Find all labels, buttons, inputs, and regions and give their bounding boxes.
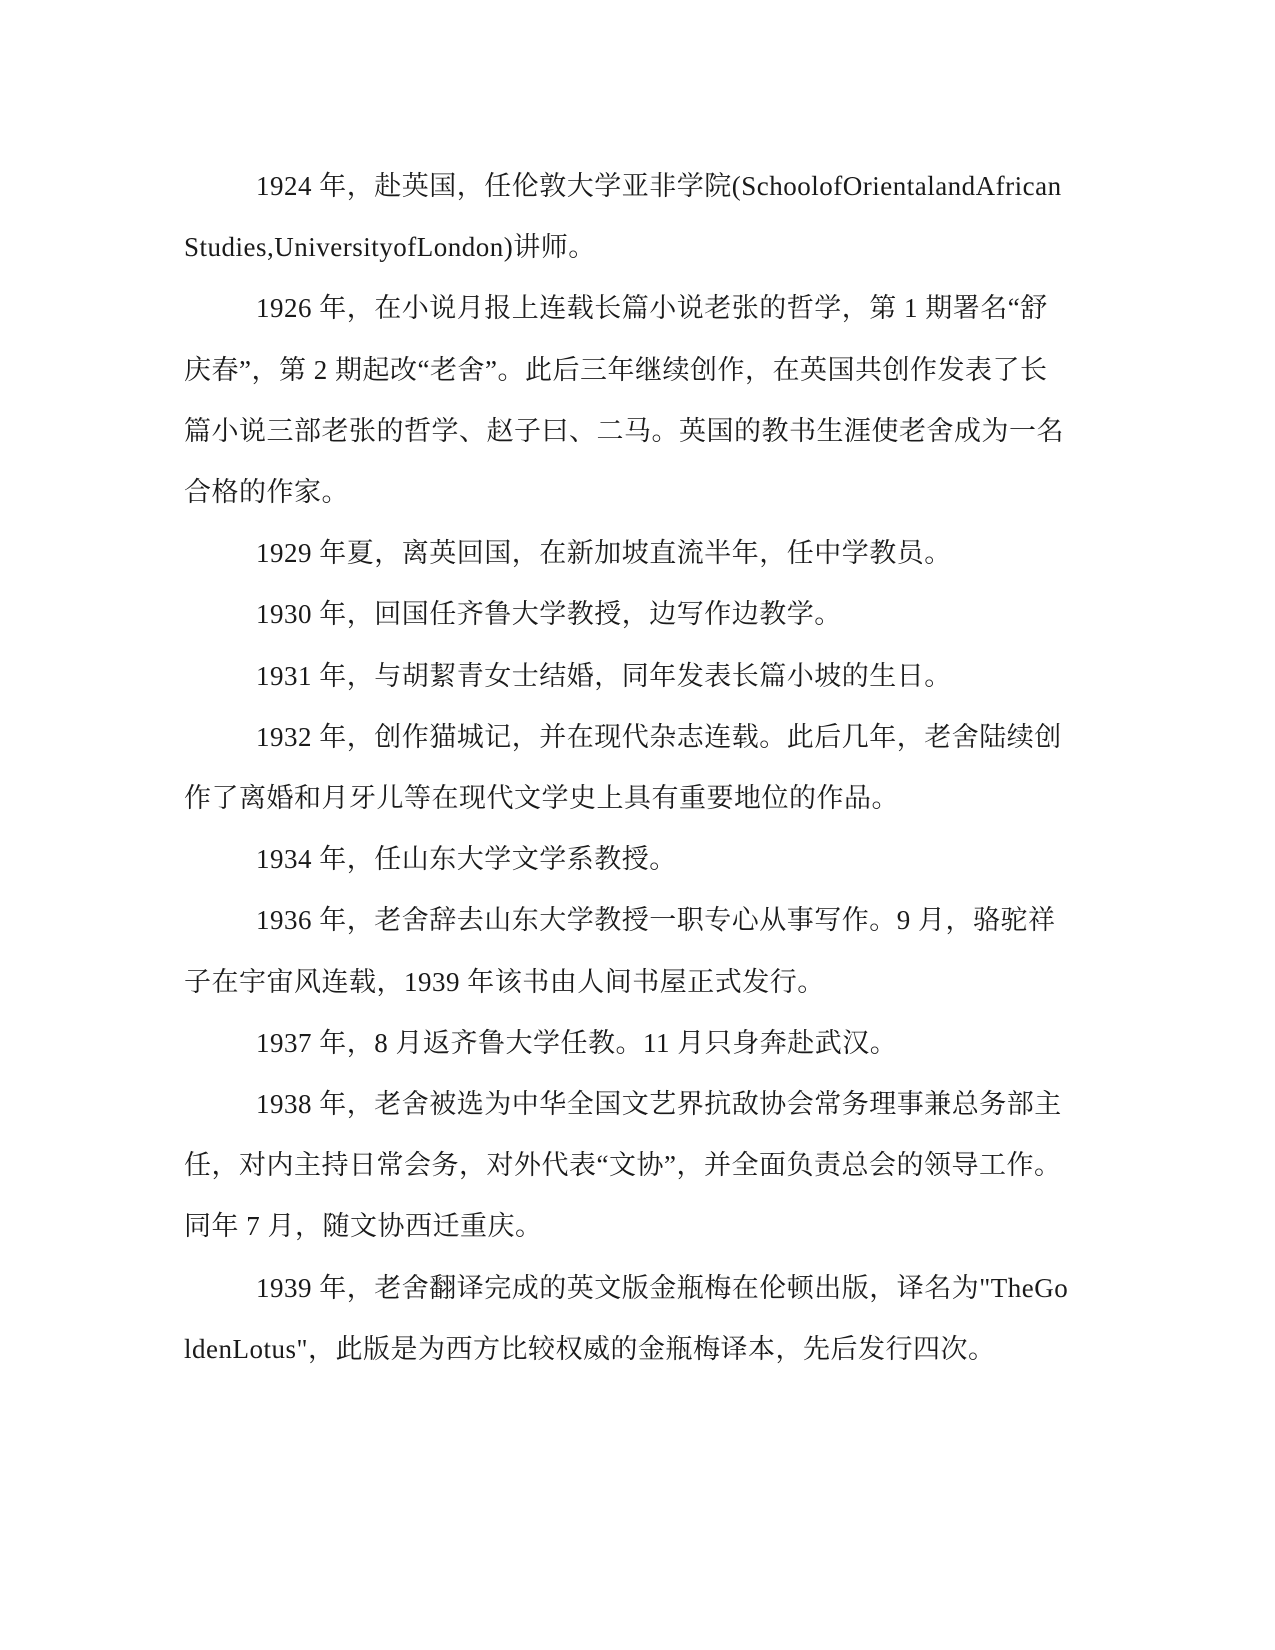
paragraph-1930: 1930 年，回国任齐鲁大学教授，边写作边教学。 [256, 599, 842, 630]
document-body [184, 156, 1074, 1380]
paragraph-1934: 1934 年，任山东大学文学系教授。 [256, 844, 677, 875]
paragraph-1938: 1938 年，老舍被选为中华全国文艺界抗敌协会常务理事兼总务部主任，对内主持日常会务，对外代表“文协”，并全面负责总会的领导工作。同年 7 月，随文协西迁重庆。 [184, 1089, 1062, 1242]
paragraph-1936: 1936 年，老舍辞去山东大学教授一职专心从事写作。9 月，骆驼祥子在宇宙风连载，1939 年该书由人间书屋正式发行。 [184, 905, 1056, 997]
paragraph-1924: 1924 年，赴英国，任伦敦大学亚非学院(SchoolofOrientalandAfricanStudies,UniversityofLondon)讲师。 [184, 171, 1062, 263]
paragraph-1929: 1929 年夏，离英回国，在新加坡直流半年，任中学教员。 [256, 538, 952, 569]
paragraph-1926: 1926 年，在小说月报上连载长篇小说老张的哲学，第 1 期署名“舒庆春”，第 2 期起改“老舍”。此后三年继续创作，在英国共创作发表了长篇小说三部老张的哲学、赵子曰、二马。英国的教书生涯使老舍成为一名合格的作家。 [184, 293, 1064, 508]
paragraph-1939: 1939 年，老舍翻译完成的英文版金瓶梅在伦顿出版，译名为"TheGoldenLotus"，此版是为西方比较权威的金瓶梅译本，先后发行四次。 [184, 1272, 1069, 1364]
paragraph-1932: 1932 年，创作猫城记，并在现代杂志连载。此后几年，老舍陆续创作了离婚和月牙儿等在现代文学史上具有重要地位的作品。 [184, 721, 1062, 814]
paragraph-1937: 1937 年，8 月返齐鲁大学任教。11 月只身奔赴武汉。 [256, 1027, 898, 1058]
paragraph-1931: 1931 年，与胡絜青女士结婚，同年发表长篇小坡的生日。 [256, 660, 952, 691]
